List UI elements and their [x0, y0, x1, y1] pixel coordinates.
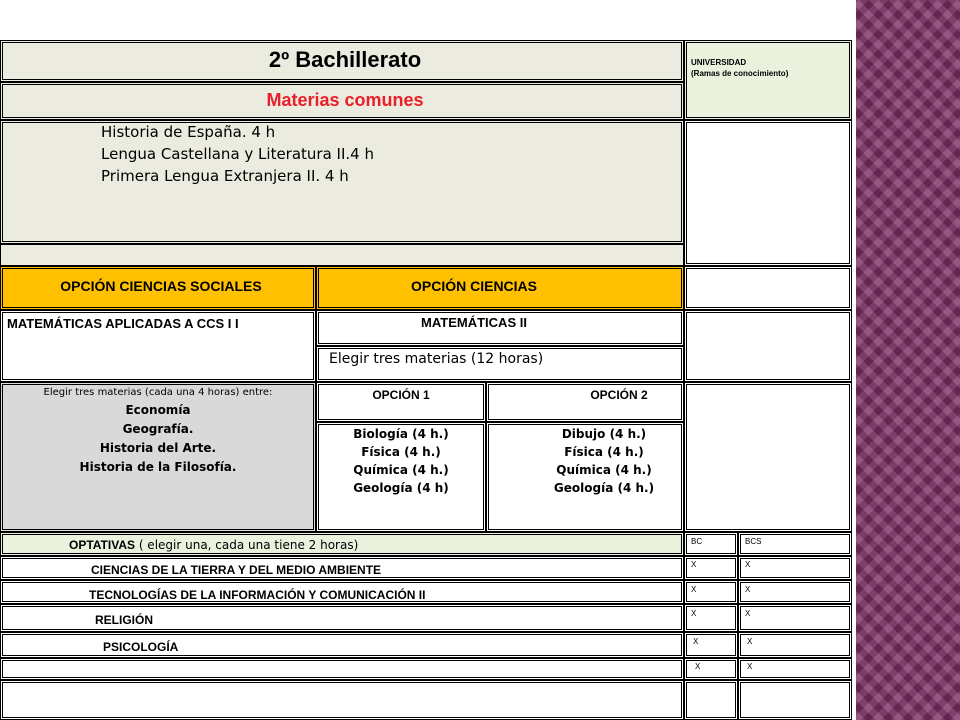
optativas-header-text [69, 538, 358, 552]
opcion2-title: OPCIÓN 2 [590, 388, 648, 402]
common-subject-2: Lengua Castellana y Literatura II.4 h [101, 145, 374, 163]
sociales-math-label: MATEMÁTICAS APLICADAS A CCS I I [7, 316, 239, 331]
optativa-name: RELIGIÓN [95, 613, 154, 627]
optativa-bcs-mark: X [745, 609, 751, 618]
option-ciencias-title: OPCIÓN CIENCIAS [410, 278, 537, 294]
optativa-row [0, 556, 684, 580]
opcion2-subject-2: Física (4 h.) [564, 445, 644, 459]
sociales-subject-1: Economía [125, 403, 191, 417]
col-bcs-header [738, 532, 852, 556]
optativa-name: CIENCIAS DE LA TIERRA Y DEL MEDIO AMBIENTE [91, 563, 382, 577]
opcion1-subject-1: Biología (4 h.) [353, 427, 449, 441]
sociales-choose-label: Elegir tres materias (cada una 4 horas) entre: [43, 387, 273, 398]
universidad-cell [684, 40, 852, 120]
ciencias-choose-cell [316, 346, 684, 382]
ramas-conocimiento-label: (Ramas de conocimiento) [691, 69, 789, 78]
optativa-row [0, 632, 684, 658]
ciencias-choose-label: Elegir tres materias (12 horas) [329, 351, 544, 367]
electives-univ-empty [684, 382, 852, 532]
opcion2-subjects-cell [486, 422, 684, 532]
subtitle-materias-comunes: Materias comunes [266, 90, 424, 110]
sociales-subject-3: Historia del Arte. [99, 441, 217, 455]
optativa-row [0, 658, 684, 680]
optativa-bc-cell [684, 556, 738, 580]
optativa-bcs-mark: X [747, 662, 753, 671]
optativa-bc-mark: X [691, 585, 697, 594]
optativa-bcs-cell [738, 658, 852, 680]
opcion2-subject-1: Dibujo (4 h.) [561, 427, 647, 441]
sociales-subject-4: Historia de la Filosofía. [79, 460, 237, 474]
optativa-bc-cell [684, 580, 738, 604]
optativa-bc-cell [684, 632, 738, 658]
optativa-bc-mark: X [693, 637, 699, 646]
optativa-row [0, 604, 684, 632]
ciencias-math-cell [316, 310, 684, 346]
col-bc-header [684, 532, 738, 556]
opcion1-subjects-cell [316, 422, 486, 532]
decorative-side-pattern [856, 0, 960, 720]
opcion2-header-cell [486, 382, 684, 422]
optativa-bc-cell [684, 658, 738, 680]
common-subjects-cell [0, 120, 684, 244]
optativas-title: OPTATIVAS [69, 538, 135, 552]
page-title: 2º Bachillerato [268, 47, 422, 72]
common-subject-1: Historia de España. 4 h [101, 123, 276, 141]
optativa-bcs-cell [738, 556, 852, 580]
optativa-name: TECNOLOGÍAS DE LA INFORMACIÓN Y COMUNICACIÓN II [89, 588, 426, 602]
math-univ-empty [684, 310, 852, 382]
options-univ-empty [684, 266, 852, 310]
optativas-header-cell [0, 532, 684, 556]
empty-bcs-cell [738, 680, 852, 720]
optativa-bc-mark: X [691, 560, 697, 569]
optativa-bcs-cell [738, 604, 852, 632]
col-bc-label: BC [691, 537, 703, 546]
opcion1-subject-3: Química (4 h.) [353, 463, 449, 477]
opcion1-subject-2: Física (4 h.) [361, 445, 441, 459]
optativa-bc-mark: X [691, 609, 697, 618]
sociales-subject-2: Geografía. [122, 422, 194, 436]
optativas-note: ( elegir una, cada una tiene 2 horas) [135, 538, 359, 552]
option-ciencias-header [316, 266, 684, 310]
option-sociales-header [0, 266, 316, 310]
universidad-label: UNIVERSIDAD [691, 58, 747, 67]
opcion1-header-cell [316, 382, 486, 422]
empty-row [0, 680, 684, 720]
subtitle-cell [0, 82, 684, 120]
opcion2-subject-3: Química (4 h.) [556, 463, 652, 477]
col-bcs-label: BCS [745, 537, 762, 546]
header-title-cell [0, 40, 684, 82]
common-subject-3: Primera Lengua Extranjera II. 4 h [101, 167, 349, 185]
opcion1-title: OPCIÓN 1 [372, 388, 430, 402]
empty-bc-cell [684, 680, 738, 720]
optativa-bcs-mark: X [745, 585, 751, 594]
optativa-bc-cell [684, 604, 738, 632]
optativa-bcs-cell [738, 632, 852, 658]
opcion2-subject-4: Geología (4 h.) [553, 481, 655, 495]
optativa-row [0, 580, 684, 604]
sociales-electives-cell [0, 382, 316, 532]
optativa-bcs-cell [738, 580, 852, 604]
optativa-bcs-mark: X [745, 560, 751, 569]
optativa-bcs-mark: X [747, 637, 753, 646]
universidad-empty-cell [684, 120, 852, 266]
option-sociales-title: OPCIÓN CIENCIAS SOCIALES [60, 278, 262, 294]
opcion1-subject-4: Geología (4 h) [353, 481, 449, 495]
optativa-name: PSICOLOGÍA [103, 640, 179, 654]
common-spacer-row [0, 244, 684, 266]
optativa-bc-mark: X [695, 662, 701, 671]
ciencias-math-label: MATEMÁTICAS II [421, 315, 527, 330]
sociales-math-cell [0, 310, 316, 382]
